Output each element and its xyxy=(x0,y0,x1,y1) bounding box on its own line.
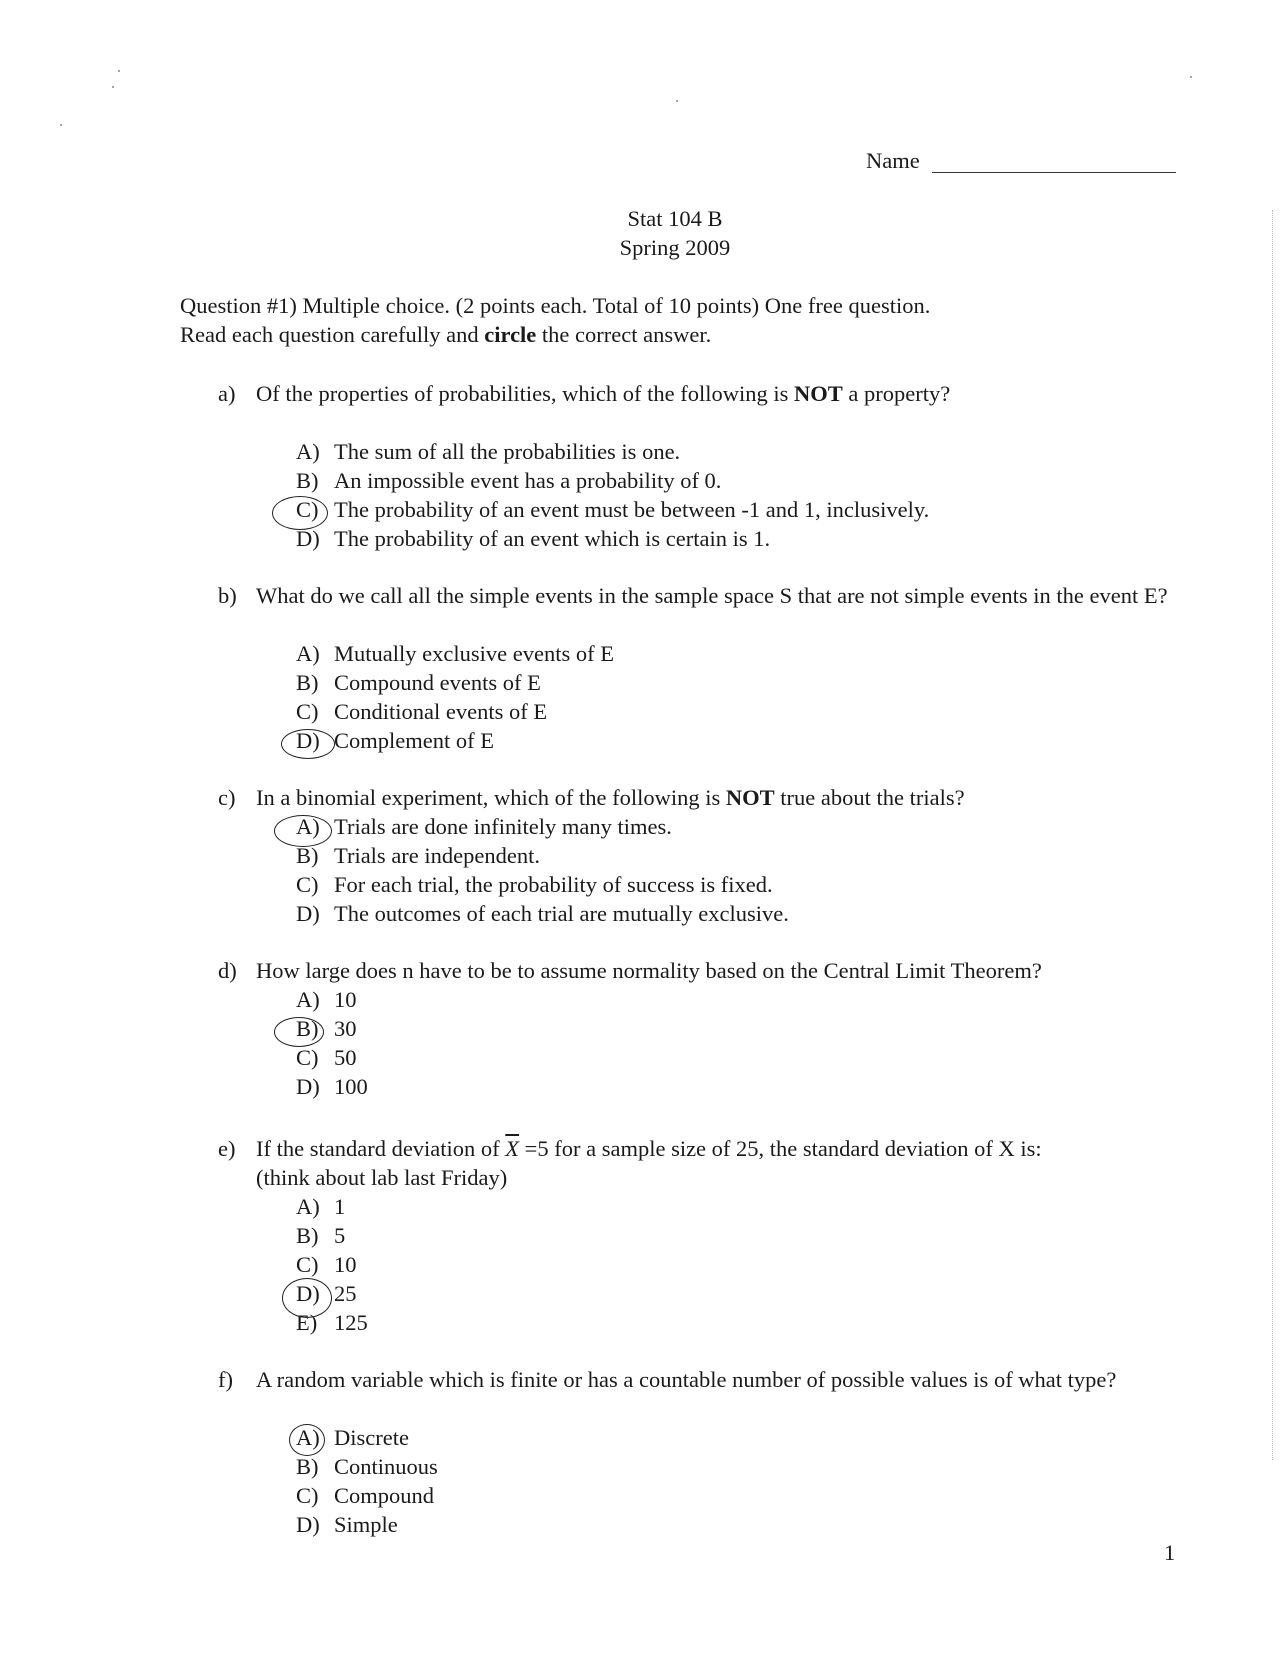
option-c[interactable] xyxy=(296,1251,357,1280)
option-b[interactable] xyxy=(296,1453,438,1482)
question-letter: b) xyxy=(218,583,237,608)
option-label: A) xyxy=(296,1194,320,1219)
option-label: B) xyxy=(296,843,319,868)
option-text: The probability of an event which is certain is 1. xyxy=(334,526,771,551)
option-text: An impossible event has a probability of 0. xyxy=(334,468,722,493)
instructions-text: the correct answer. xyxy=(536,321,712,347)
option-text: The probability of an event must be between -1 and 1, inclusively. xyxy=(334,497,930,522)
question-letter: a) xyxy=(218,381,236,406)
option-a[interactable] xyxy=(296,813,672,842)
option-a[interactable] xyxy=(296,986,357,1015)
term-title: Spring 2009 xyxy=(619,235,731,260)
option-label: B) xyxy=(296,468,319,493)
option-label: B) xyxy=(296,1223,319,1248)
option-label: E) xyxy=(296,1310,318,1335)
answer-circle-mark xyxy=(274,815,332,847)
question-letter: d) xyxy=(218,958,237,983)
option-label: C) xyxy=(296,872,319,897)
answer-circle-mark xyxy=(272,496,328,530)
option-c[interactable] xyxy=(296,1044,357,1073)
scan-speck xyxy=(1190,76,1192,78)
answer-circle-mark xyxy=(281,729,335,759)
question-text-part: true about the trials? xyxy=(774,785,965,810)
scan-speck xyxy=(112,86,114,88)
scan-edge xyxy=(1272,210,1274,1460)
option-c[interactable] xyxy=(296,1482,434,1511)
option-b[interactable] xyxy=(296,467,721,496)
answer-circle-mark xyxy=(274,1017,324,1047)
option-b[interactable] xyxy=(296,669,541,698)
option-text: For each trial, the probability of success is fixed. xyxy=(334,872,773,897)
option-text: 1 xyxy=(334,1194,346,1219)
option-text: Compound xyxy=(334,1483,435,1508)
option-label: A) xyxy=(296,439,320,464)
option-label: A) xyxy=(296,1425,320,1450)
question-text: A random variable which is finite or has a countable number of possible values is of what type? xyxy=(256,1367,1117,1392)
option-c[interactable] xyxy=(296,496,929,525)
question-text xyxy=(256,784,1176,813)
option-text: The sum of all the probabilities is one. xyxy=(334,439,681,464)
option-text: 25 xyxy=(334,1281,357,1306)
option-label: A) xyxy=(296,814,320,839)
option-label: D) xyxy=(296,901,320,926)
option-d[interactable] xyxy=(296,900,789,929)
option-text: 30 xyxy=(334,1016,357,1041)
question-letter: f) xyxy=(218,1367,233,1392)
question-text-part: (think about lab last Friday) xyxy=(256,1164,508,1190)
option-text: Trials are done infinitely many times. xyxy=(334,814,672,839)
option-label: D) xyxy=(296,1074,320,1099)
instructions-line-1: Question #1) Multiple choice. (2 points each. Total of 10 points) One free question. xyxy=(180,293,931,318)
page-number: 1 xyxy=(1164,1540,1176,1565)
scan-speck xyxy=(60,124,62,126)
option-a[interactable] xyxy=(296,1193,345,1222)
question-text-bold: NOT xyxy=(725,785,775,810)
option-d[interactable] xyxy=(296,1511,398,1540)
option-text: Trials are independent. xyxy=(334,843,540,868)
question-text xyxy=(256,1135,1176,1192)
question-text xyxy=(256,380,1176,409)
option-label: C) xyxy=(296,497,319,522)
name-label: Name xyxy=(866,148,920,173)
option-label: B) xyxy=(296,670,319,695)
option-label: C) xyxy=(296,1252,319,1277)
option-b[interactable] xyxy=(296,1222,345,1251)
option-text: Complement of E xyxy=(334,728,494,753)
answer-circle-mark xyxy=(282,1278,332,1318)
option-text: 125 xyxy=(334,1310,368,1335)
question-letter: e) xyxy=(218,1136,236,1161)
scan-speck xyxy=(676,100,678,102)
option-a[interactable] xyxy=(296,640,614,669)
question-letter: c) xyxy=(218,785,236,810)
option-label: A) xyxy=(296,641,320,666)
option-c[interactable] xyxy=(296,698,547,727)
option-text: 10 xyxy=(334,1252,357,1277)
question-text-part: =5 for a sample size of 25, the standard deviation of X is: xyxy=(519,1136,1042,1161)
question-text-part: a property? xyxy=(842,381,951,406)
answer-circle-mark xyxy=(289,1424,325,1456)
option-text: Continuous xyxy=(334,1454,438,1479)
option-label: D) xyxy=(296,728,320,753)
option-label: C) xyxy=(296,699,319,724)
option-c[interactable] xyxy=(296,871,773,900)
option-text: 5 xyxy=(334,1223,346,1248)
course-title: Stat 104 B xyxy=(627,206,723,231)
option-label: C) xyxy=(296,1045,319,1070)
option-text: Discrete xyxy=(334,1425,409,1450)
option-label: B) xyxy=(296,1454,319,1479)
option-b[interactable] xyxy=(296,842,540,871)
option-text: Simple xyxy=(334,1512,398,1537)
option-label: C) xyxy=(296,1483,319,1508)
option-label: D) xyxy=(296,1512,320,1537)
question-text-part: Of the properties of probabilities, which of the following is xyxy=(256,381,795,406)
option-d[interactable] xyxy=(296,525,770,554)
question-text-bold: NOT xyxy=(794,381,843,406)
question-text-part: If the standard deviation of xyxy=(256,1136,506,1161)
option-text: 10 xyxy=(334,987,357,1012)
option-d[interactable] xyxy=(296,1073,368,1102)
scan-speck xyxy=(118,70,120,72)
option-text: 50 xyxy=(334,1045,357,1070)
option-label: B) xyxy=(296,1016,319,1041)
option-text: Mutually exclusive events of E xyxy=(334,641,614,666)
option-text: 100 xyxy=(334,1074,368,1099)
option-text: Compound events of E xyxy=(334,670,541,695)
instructions-bold: circle xyxy=(484,321,537,347)
option-label: A) xyxy=(296,987,320,1012)
x-bar-symbol: $\overline{X}$ xyxy=(505,1136,520,1161)
name-blank-line[interactable] xyxy=(932,172,1176,173)
option-a[interactable] xyxy=(296,438,680,467)
option-text: Conditional events of E xyxy=(334,699,548,724)
instructions-line-2 xyxy=(180,321,1180,350)
option-text: The outcomes of each trial are mutually exclusive. xyxy=(334,901,789,926)
question-text: What do we call all the simple events in the sample space S that are not simple events in the event E? xyxy=(256,583,1168,608)
instructions-text: Read each question carefully and xyxy=(180,321,485,347)
question-text: How large does n have to be to assume normality based on the Central Limit Theorem? xyxy=(256,958,1042,983)
question-text-part: In a binomial experiment, which of the following is xyxy=(256,785,726,810)
instructions xyxy=(180,292,1180,349)
option-label: D) xyxy=(296,1281,320,1306)
option-label: D) xyxy=(296,526,320,551)
